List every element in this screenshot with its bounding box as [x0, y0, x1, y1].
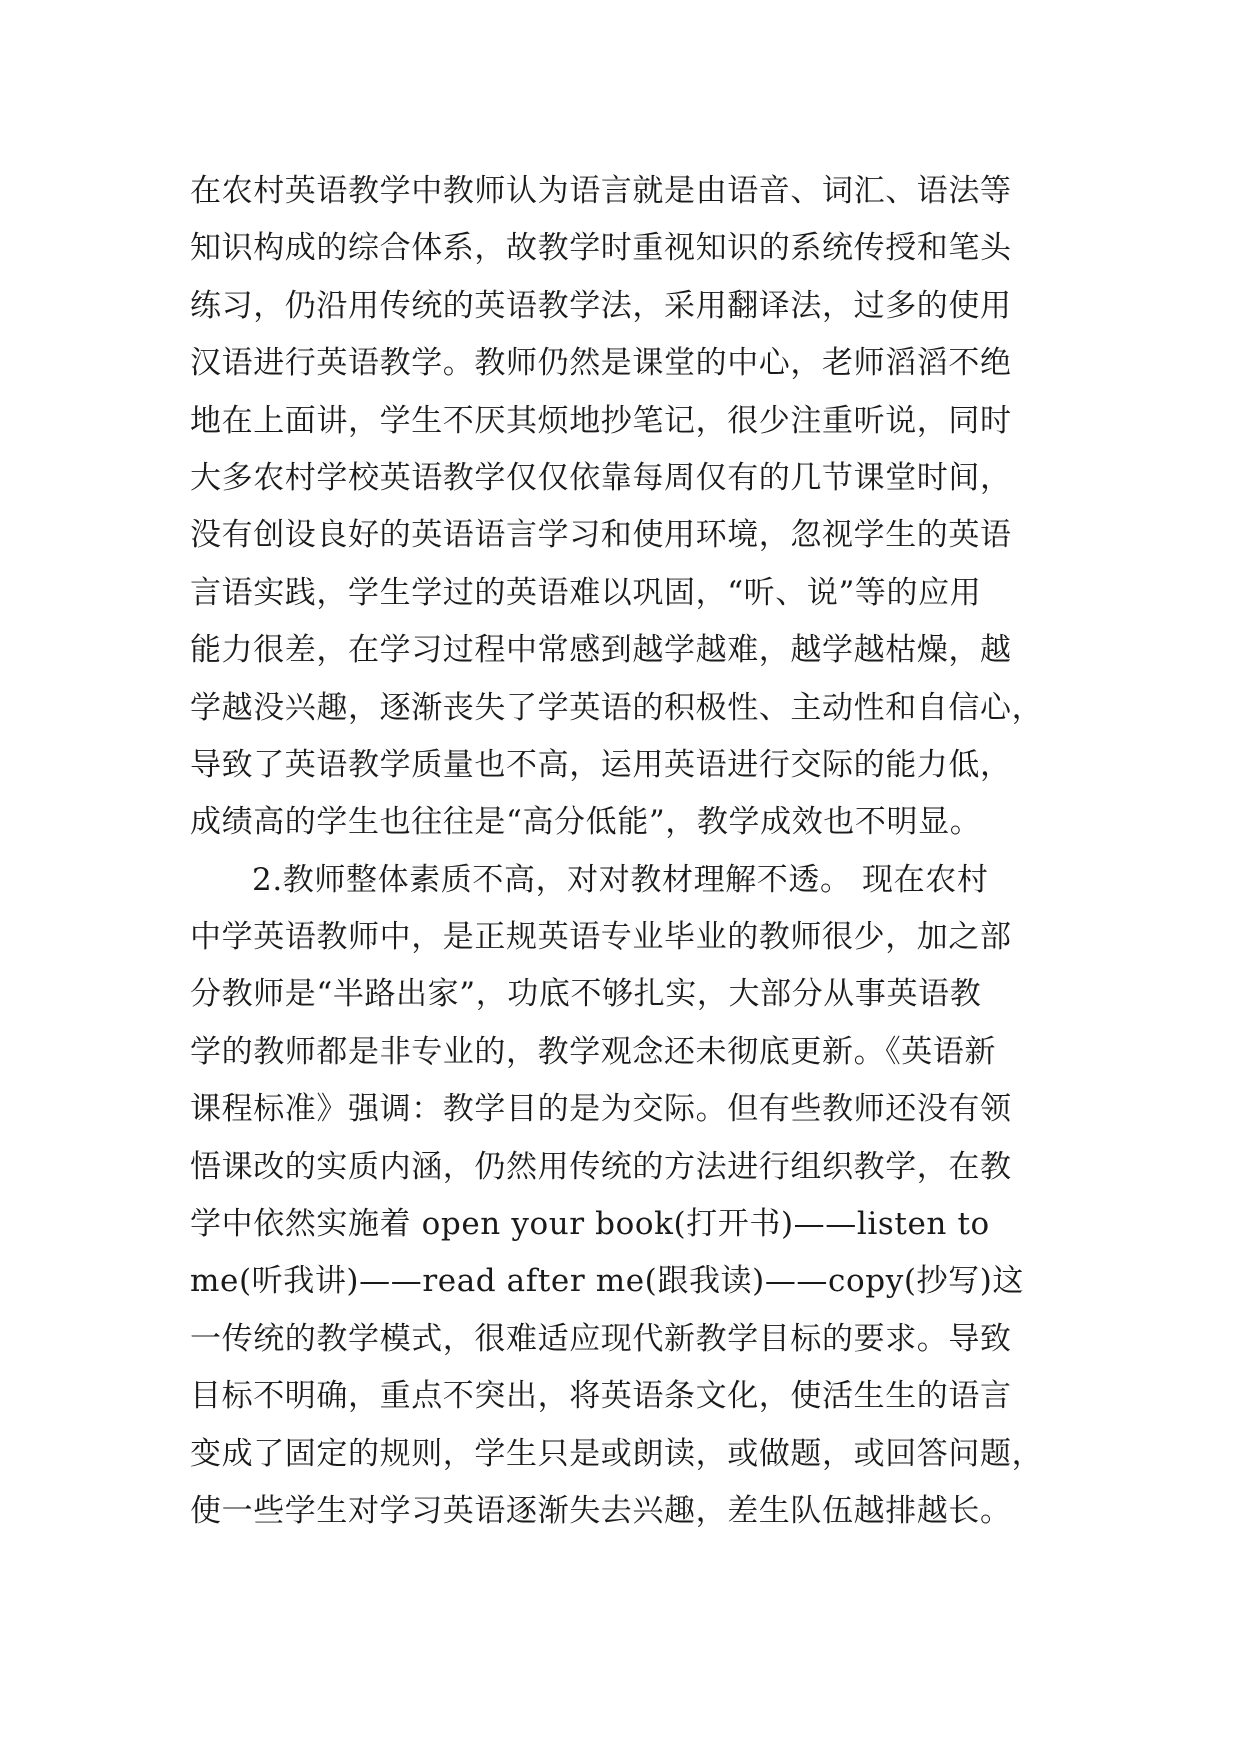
- text-line: 中学英语教师中，是正规英语专业毕业的教师很少，加之部: [190, 919, 1012, 956]
- text-line: 导致了英语教学质量也不高，运用英语进行交际的能力低，: [190, 746, 1012, 783]
- text-line: 分教师是“半路出家”，功底不够扎实，大部分从事英语教: [190, 976, 982, 1013]
- section-heading-line: 2.教师整体素质不高，对对教材理解不透。 现在农村: [252, 861, 989, 898]
- text-line: 课程标准》强调：教学目的是为交际。但有些教师还没有领: [190, 1091, 1012, 1128]
- text-line: 学的教师都是非专业的，教学观念还未彻底更新。《英语新: [190, 1033, 997, 1070]
- text-line: 练习，仍沿用传统的英语教学法，采用翻译法，过多的使用: [190, 287, 1012, 324]
- text-line: 大多农村学校英语教学仅仅依靠每周仅有的几节课堂时间，: [190, 459, 1012, 496]
- text-line: 知识构成的综合体系，故教学时重视知识的系统传授和笔头: [190, 230, 1012, 267]
- text-line: 变成了固定的规则，学生只是或朗读，或做题，或回答问题，: [190, 1435, 1044, 1472]
- text-line: 在农村英语教学中教师认为语言就是由语音、词汇、语法等: [190, 173, 1012, 209]
- text-line: me(听我讲)——read after me(跟我读)——copy(抄写)这: [190, 1263, 1025, 1300]
- body-text: [190, 163, 1070, 1540]
- text-line: 地在上面讲，学生不厌其烦地抄笔记，很少注重听说，同时: [190, 402, 1012, 439]
- text-line: 学越没兴趣，逐渐丧失了学英语的积极性、主动性和自信心，: [190, 689, 1044, 726]
- text-line: 学中依然实施着 open your book(打开书)——listen to: [190, 1206, 990, 1243]
- text-line: 能力很差，在学习过程中常感到越学越难，越学越枯燥，越: [190, 632, 1012, 669]
- text-line: 目标不明确，重点不突出，将英语条文化，使活生生的语言: [190, 1378, 1012, 1415]
- text-line: 悟课改的实质内涵，仍然用传统的方法进行组织教学，在教: [190, 1148, 1012, 1185]
- text-line: 使一些学生对学习英语逐渐失去兴趣，差生队伍越排越长。: [190, 1492, 1012, 1529]
- text-line: 没有创设良好的英语语言学习和使用环境，忽视学生的英语: [190, 517, 1012, 554]
- text-line: 言语实践，学生学过的英语难以巩固，“听、说”等的应用: [190, 574, 982, 611]
- text-line: 汉语进行英语教学。教师仍然是课堂的中心，老师滔滔不绝: [190, 345, 1012, 382]
- text-line: 一传统的教学模式，很难适应现代新教学目标的要求。导致: [190, 1320, 1012, 1357]
- text-line: 成绩高的学生也往往是“高分低能”，教学成效也不明显。: [190, 804, 982, 841]
